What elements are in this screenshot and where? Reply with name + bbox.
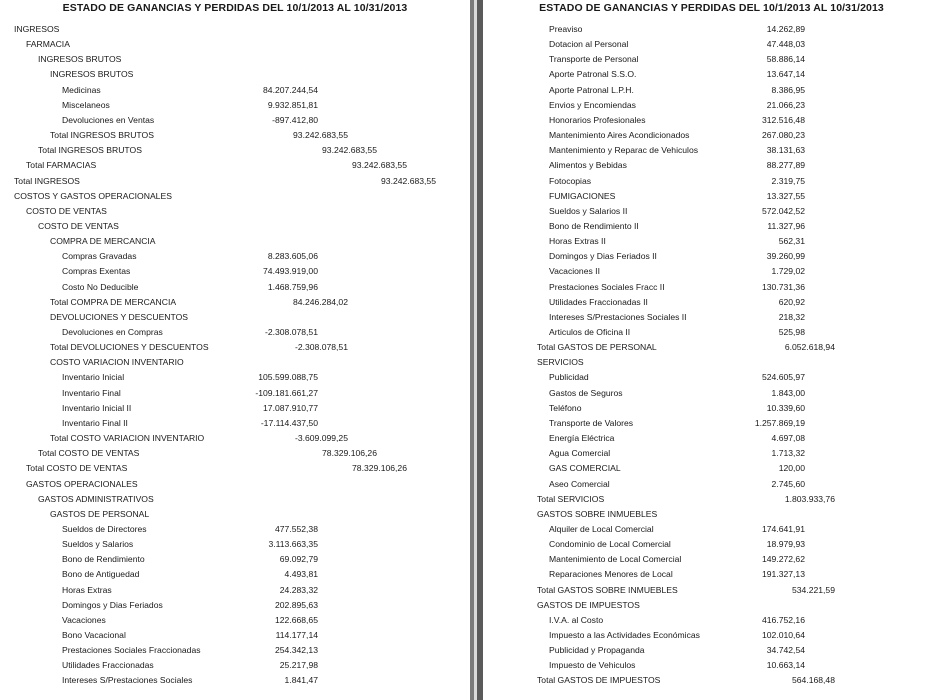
report-row [483, 446, 940, 460]
row-label: Total GASTOS DE PERSONAL [537, 342, 657, 353]
report-row [483, 22, 940, 36]
row-label: Vacaciones II [549, 266, 600, 277]
row-value: 39.260,99 [766, 251, 805, 262]
row-label: GASTOS ADMINISTRATIVOS [38, 493, 154, 504]
row-value: 1.257.869,19 [754, 417, 805, 428]
row-label: Publicidad [549, 372, 589, 383]
row-label: INGRESOS BRUTOS [50, 69, 134, 80]
report-row [0, 340, 470, 354]
row-value: 88.277,89 [766, 160, 805, 171]
report-row [0, 98, 470, 112]
report-row [483, 83, 940, 97]
report-row [483, 598, 940, 612]
report-row [0, 174, 470, 188]
report-row [0, 416, 470, 430]
row-value: 13.647,14 [766, 69, 805, 80]
row-value: 6.052.618,94 [784, 342, 835, 353]
row-label: Utilidades Fraccionadas II [549, 296, 648, 307]
row-value: 17.087.910,77 [263, 402, 318, 413]
row-value: -109.181.661,27 [255, 387, 318, 398]
row-label: Miscelaneos [62, 99, 110, 110]
report-row [0, 158, 470, 172]
row-label: Devoluciones en Compras [62, 327, 163, 337]
row-value: 58.886,14 [766, 54, 805, 65]
report-row [483, 264, 940, 278]
row-value: 93.242.683,55 [352, 160, 407, 171]
row-value: 524.605,97 [761, 372, 805, 383]
row-label: GASTOS SOBRE INMUEBLES [537, 508, 658, 519]
row-value: 24.283,32 [279, 584, 318, 595]
row-value: 8.283.605,06 [267, 251, 318, 262]
row-value: 620,92 [778, 296, 805, 307]
row-label: Bono de Rendimiento II [549, 220, 639, 231]
row-label: Prestaciones Sociales Fraccionadas [62, 645, 201, 656]
row-value: 477.552,38 [274, 523, 318, 534]
row-value: 572.042,52 [761, 205, 805, 216]
row-value: 1.841,47 [284, 675, 318, 686]
report-row [483, 673, 940, 687]
report-row [483, 37, 940, 51]
report-row [483, 249, 940, 263]
row-label: Utilidades Fraccionadas [62, 660, 154, 671]
row-label: COSTOS Y GASTOS OPERACIONALES [14, 190, 172, 201]
row-label: Total INGRESOS BRUTOS [38, 145, 142, 156]
row-label: Inventario Final II [62, 417, 128, 428]
row-value: -17.114.437,50 [260, 417, 318, 428]
row-label: Articulos de Oficina II [549, 327, 631, 337]
row-value: 47.448,03 [766, 39, 805, 50]
row-label: Intereses S/Prestaciones Sociales [62, 675, 193, 686]
row-value: 1.468.759,96 [267, 281, 318, 292]
row-value: 69.092,79 [279, 554, 318, 565]
report-row [0, 446, 470, 460]
report-row [483, 492, 940, 506]
report-row [483, 158, 940, 172]
row-label: Alquiler de Local Comercial [549, 523, 654, 534]
row-label: Total SERVICIOS [537, 493, 605, 504]
row-label: FUMIGACIONES [549, 190, 616, 201]
report-row [0, 401, 470, 415]
row-label: Inventario Final [62, 387, 121, 398]
row-label: Total COSTO DE VENTAS [38, 448, 140, 459]
row-value: 25.217,98 [279, 660, 318, 671]
row-label: COSTO VARIACION INVENTARIO [50, 357, 184, 368]
row-label: Dotacion al Personal [549, 39, 629, 50]
report-row [483, 628, 940, 642]
row-label: Mantenimiento de Local Comercial [549, 554, 682, 565]
report-row [0, 22, 470, 36]
row-value: 93.242.683,55 [322, 145, 377, 156]
row-value: 102.010,64 [761, 630, 805, 640]
report-row [483, 416, 940, 430]
row-value: 130.731,36 [761, 281, 805, 292]
report-row [483, 461, 940, 475]
row-value: 562,31 [778, 236, 805, 247]
row-label: Bono de Rendimiento [62, 554, 145, 565]
row-value: 18.979,93 [766, 539, 805, 550]
row-value: 11.327,96 [767, 220, 805, 231]
row-label: Medicinas [62, 84, 101, 95]
report-page-right [483, 0, 940, 700]
report-row [0, 52, 470, 66]
row-label: DEVOLUCIONES Y DESCUENTOS [50, 311, 189, 322]
report-row [483, 658, 940, 672]
report-row [0, 477, 470, 491]
report-row [0, 234, 470, 248]
report-row [483, 234, 940, 248]
row-value: 4.493,81 [284, 569, 318, 580]
report-title-right: ESTADO DE GANANCIAS Y PERDIDAS DEL 10/1/2013 AL 10/31/2013 [539, 2, 884, 14]
row-value: 10.663,14 [766, 660, 805, 671]
row-label: Bono Vacacional [62, 630, 126, 640]
row-label: Aporte Patronal S.S.O. [549, 69, 637, 80]
report-row [0, 492, 470, 506]
row-value: 21.066,23 [766, 99, 805, 110]
row-label: Mantenimiento y Reparac de Vehiculos [549, 145, 699, 156]
row-label: Fotocopias [549, 175, 592, 186]
report-row [483, 113, 940, 127]
report-row [0, 507, 470, 521]
row-label: Preaviso [549, 24, 583, 34]
report-row [0, 204, 470, 218]
report-row [0, 537, 470, 551]
row-value: 1.803.933,76 [784, 493, 835, 504]
row-label: Alimentos y Bebidas [549, 160, 627, 171]
row-value: -2.308.078,51 [264, 327, 318, 337]
report-row [0, 643, 470, 657]
report-row [483, 52, 940, 66]
row-label: GASTOS OPERACIONALES [26, 478, 138, 489]
report-row [483, 340, 940, 354]
row-label: Sueldos de Directores [62, 523, 147, 534]
row-value: -897.412,80 [272, 114, 318, 125]
report-row [0, 113, 470, 127]
row-label: Energía Eléctrica [549, 433, 615, 444]
row-label: INGRESOS [14, 24, 60, 34]
report-row [0, 370, 470, 384]
row-label: Total FARMACIAS [26, 160, 97, 171]
report-row [0, 613, 470, 627]
row-value: 9.932.851,81 [267, 99, 318, 110]
row-label: Prestaciones Sociales Fracc II [549, 281, 665, 292]
row-value: 10.339,60 [766, 402, 805, 413]
row-value: 84.246.284,02 [293, 296, 348, 307]
report-row [0, 522, 470, 536]
row-value: 202.895,63 [274, 599, 318, 610]
row-label: Domingos y Dias Feriados [62, 599, 163, 610]
row-label: Aporte Patronal L.P.H. [549, 84, 634, 95]
report-row [0, 355, 470, 369]
row-value: 1.843,00 [771, 387, 805, 398]
report-row [0, 67, 470, 81]
row-label: COMPRA DE MERCANCIA [50, 236, 156, 247]
row-label: Envios y Encomiendas [549, 99, 636, 110]
row-label: INGRESOS BRUTOS [38, 54, 122, 65]
report-row [0, 583, 470, 597]
report-row [0, 325, 470, 339]
row-value: 4.697,08 [771, 433, 805, 444]
row-value: 78.329.106,26 [352, 463, 407, 474]
row-label: Gastos de Seguros [549, 387, 623, 398]
report-row [0, 431, 470, 445]
row-value: 114.177,14 [275, 630, 318, 640]
row-label: Publicidad y Propaganda [549, 645, 645, 656]
report-title-left: ESTADO DE GANANCIAS Y PERDIDAS DEL 10/1/2013 AL 10/31/2013 [62, 2, 408, 14]
row-value: 1.729,02 [771, 266, 805, 277]
row-label: Total COSTO VARIACION INVENTARIO [50, 433, 205, 444]
row-value: 38.131,63 [766, 145, 805, 156]
row-label: Transporte de Valores [549, 417, 634, 428]
row-label: Sueldos y Salarios [62, 539, 134, 550]
report-row [0, 628, 470, 642]
row-value: 3.113.663,35 [268, 539, 318, 550]
report-row [0, 37, 470, 51]
report-row [483, 295, 940, 309]
row-label: Inventario Inicial II [62, 402, 132, 413]
row-label: GAS COMERCIAL [549, 463, 621, 474]
row-label: Devoluciones en Ventas [62, 114, 155, 125]
row-value: 84.207.244,54 [263, 84, 318, 95]
row-label: Reparaciones Menores de Local [549, 569, 673, 580]
row-label: Transporte de Personal [549, 54, 639, 65]
row-label: Horas Extras [62, 584, 112, 595]
report-row [483, 552, 940, 566]
report-row [0, 658, 470, 672]
row-label: Mantenimiento Aires Acondicionados [549, 130, 690, 141]
report-row [483, 613, 940, 627]
report-row [483, 67, 940, 81]
row-label: Inventario Inicial [62, 372, 125, 383]
report-row [483, 355, 940, 369]
row-label: Intereses S/Prestaciones Sociales II [549, 311, 687, 322]
row-label: GASTOS DE PERSONAL [50, 508, 150, 519]
row-label: Total DEVOLUCIONES Y DESCUENTOS [50, 342, 209, 353]
report-row [0, 673, 470, 687]
row-value: 93.242.683,55 [293, 130, 348, 141]
report-row [483, 431, 940, 445]
report-row [483, 98, 940, 112]
report-row [483, 370, 940, 384]
report-row [483, 204, 940, 218]
report-row [483, 567, 940, 581]
row-value: 14.262,89 [766, 24, 805, 34]
row-label: Costo No Deducible [62, 281, 139, 292]
report-row [0, 264, 470, 278]
row-value: 416.752,16 [761, 614, 805, 625]
report-rows-right [483, 0, 940, 700]
report-row [0, 386, 470, 400]
row-value: 1.713,32 [771, 448, 805, 459]
report-row [0, 310, 470, 324]
row-label: Agua Comercial [549, 448, 611, 459]
row-label: Total INGRESOS BRUTOS [50, 130, 154, 141]
row-value: 78.329.106,26 [322, 448, 377, 459]
report-row [0, 461, 470, 475]
row-label: FARMACIA [26, 39, 70, 50]
report-row [0, 189, 470, 203]
report-row [483, 386, 940, 400]
row-value: 120,00 [778, 463, 805, 474]
row-label: Total GASTOS DE IMPUESTOS [537, 675, 661, 686]
row-value: -2.308.078,51 [294, 342, 348, 353]
row-label: Vacaciones [62, 614, 106, 625]
row-value: 122.668,65 [274, 614, 318, 625]
row-label: Condominio de Local Comercial [549, 539, 671, 550]
report-row [483, 643, 940, 657]
row-value: 34.742,54 [766, 645, 805, 656]
report-row [483, 219, 940, 233]
row-value: 2.745,60 [771, 478, 805, 489]
report-row [483, 128, 940, 142]
row-value: 534.221,59 [791, 584, 835, 595]
row-value: 525,98 [778, 327, 805, 337]
row-value: 93.242.683,55 [381, 175, 436, 186]
row-value: 74.493.919,00 [263, 266, 318, 277]
report-row [0, 280, 470, 294]
row-label: I.V.A. al Costo [549, 614, 604, 625]
report-row [483, 189, 940, 203]
row-label: Impuesto de Vehiculos [549, 660, 636, 671]
report-row [483, 143, 940, 157]
row-label: Domingos y Dias Feriados II [549, 251, 657, 262]
row-label: Total COMPRA DE MERCANCIA [50, 296, 177, 307]
row-label: Total INGRESOS [14, 175, 80, 186]
report-row [0, 567, 470, 581]
row-label: COSTO DE VENTAS [38, 220, 119, 231]
row-label: Sueldos y Salarios II [549, 205, 628, 216]
row-label: Bono de Antiguedad [62, 569, 140, 580]
report-row [483, 537, 940, 551]
report-row [483, 507, 940, 521]
report-row [0, 143, 470, 157]
report-row [0, 128, 470, 142]
row-label: Compras Gravadas [62, 251, 137, 262]
row-value: 267.080,23 [761, 130, 805, 141]
report-row [0, 295, 470, 309]
row-value: 174.641,91 [761, 523, 805, 534]
row-label: Impuesto a las Actividades Económicas [549, 630, 700, 640]
row-value: 13.327,55 [766, 190, 805, 201]
report-row [483, 401, 940, 415]
report-row [0, 249, 470, 263]
report-row [0, 83, 470, 97]
report-row [483, 174, 940, 188]
report-row [483, 583, 940, 597]
row-label: Compras Exentas [62, 266, 131, 277]
report-row [483, 325, 940, 339]
row-label: GASTOS DE IMPUESTOS [537, 599, 640, 610]
row-value: 564.168,48 [791, 675, 835, 686]
row-label: COSTO DE VENTAS [26, 205, 107, 216]
row-value: -3.609.099,25 [294, 433, 348, 444]
row-label: Total GASTOS SOBRE INMUEBLES [537, 584, 678, 595]
row-label: Total COSTO DE VENTAS [26, 463, 128, 474]
row-label: Horas Extras II [549, 236, 606, 247]
report-row [483, 280, 940, 294]
report-row [0, 598, 470, 612]
row-label: Honorarios Profesionales [549, 114, 646, 125]
row-value: 2.319,75 [771, 175, 805, 186]
row-label: Teléfono [549, 402, 582, 413]
row-label: Aseo Comercial [549, 478, 610, 489]
report-row [0, 552, 470, 566]
row-value: 105.599.088,75 [258, 372, 318, 383]
row-value: 218,32 [778, 311, 805, 322]
row-value: 254.342,13 [274, 645, 318, 656]
report-row [483, 310, 940, 324]
row-value: 149.272,62 [761, 554, 805, 565]
report-row [0, 219, 470, 233]
row-value: 8.386,95 [771, 84, 805, 95]
row-value: 312.516,48 [761, 114, 805, 125]
row-label: SERVICIOS [537, 357, 584, 368]
report-row [483, 477, 940, 491]
report-row [483, 522, 940, 536]
row-value: 191.327,13 [761, 569, 805, 580]
